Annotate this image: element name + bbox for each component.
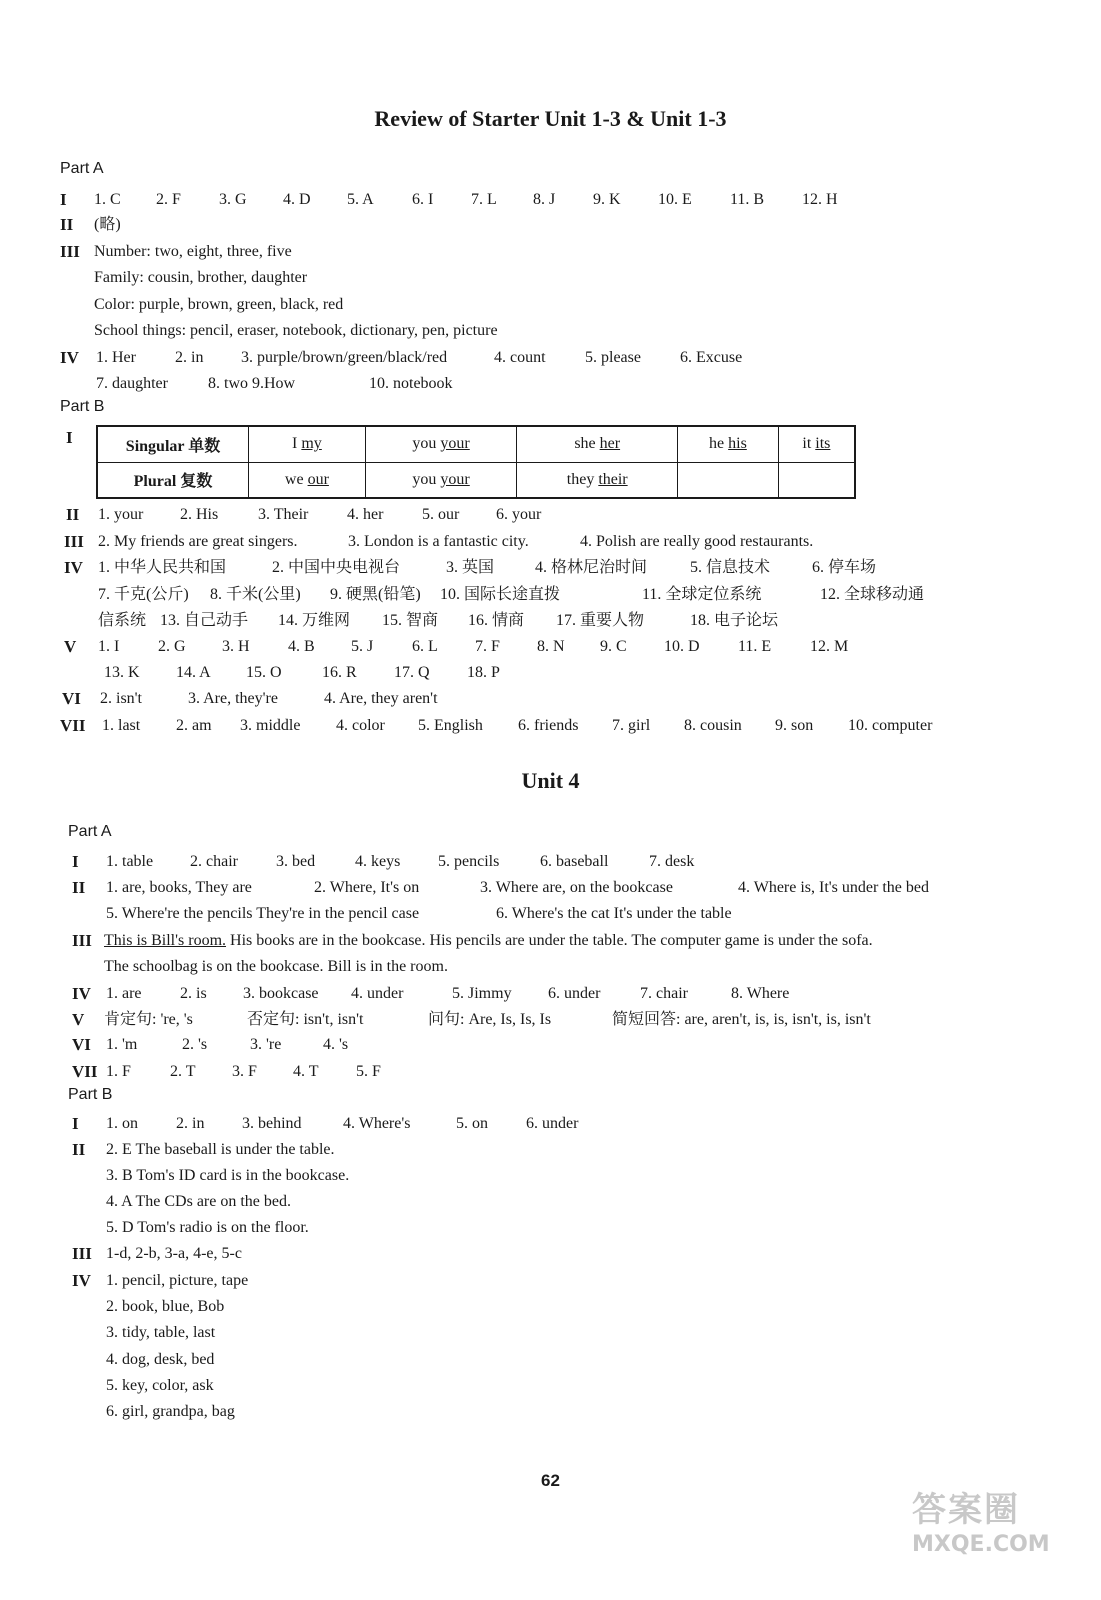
adjective: its [815,435,831,453]
answer-item: 1. F [106,1063,131,1080]
pronoun: I [292,435,298,453]
review-a2-numeral: II [60,215,74,234]
unit4-part-a-heading: Part A [68,823,112,840]
answer-line: 2. E The baseball is under the table. [106,1141,335,1158]
answer-item: 2. His [180,506,219,523]
answer-item: 3. G [219,191,247,208]
answer-item: 7. chair [640,985,688,1002]
answer-item: 13. K [104,664,140,681]
answer-item: 肯定句: 're, 's [104,1011,193,1028]
pronoun: they [566,470,595,488]
answer-item: 5. Jimmy [452,985,512,1002]
review-a1-numeral: I [60,190,67,209]
answer-item: 6. Where's the cat It's under the table [496,905,732,922]
answer-item: 2. is [180,985,207,1002]
answer-item: 2. G [158,638,186,655]
answer-item: 17. 重要人物 [556,612,645,629]
answer-item: 4. color [336,717,385,734]
table-cell [365,426,517,462]
pronoun: we [284,470,304,488]
pronoun: it [802,435,812,453]
answer-line: 3. tidy, table, last [106,1324,216,1341]
answer-item: 2. F [156,191,181,208]
review-a3-numeral: III [60,242,80,261]
unit4-a4-numeral: IV [72,984,91,1003]
review-b7-numeral: VII [60,716,86,735]
answer-item: 13. 自己动手 [160,612,249,629]
answer-item: 4. count [494,349,546,366]
review-b1-numeral: I [66,428,73,447]
answer-item: 10. 国际长途直拨 [440,586,561,603]
answer-item: 4. B [288,638,315,655]
adjective: his [728,435,747,453]
answer-item: 8. J [533,191,556,208]
answer-line: 6. girl, grandpa, bag [106,1403,235,1420]
answer-item: 7. daughter [96,375,168,392]
answer-item: 12. H [802,191,838,208]
answer-line: 1. pencil, picture, tape [106,1272,249,1289]
unit4-part-b-heading: Part B [68,1086,113,1103]
answer-item: 4. keys [355,853,401,870]
table-cell-empty [678,462,779,498]
answer-item: 4. under [351,985,404,1002]
answer-item: 5. English [418,717,483,734]
answer-item: 3. bookcase [243,985,319,1002]
answer-item: 1. 中华人民共和国 [98,559,227,576]
answer-item: 2. chair [190,853,238,870]
answer-item: 9. C [600,638,627,655]
answer-item: 16. 情商 [468,612,525,629]
answer-item: 5. A [347,191,374,208]
unit4-b1-numeral: I [72,1114,79,1133]
answer-item: 信系统 [98,612,147,629]
answer-item: 11. 全球定位系统 [642,586,762,603]
review-b3-numeral: III [64,532,84,551]
answer-item: 14. A [176,664,211,681]
answer-item: 1. on [106,1115,138,1132]
unit4-a2-numeral: II [72,878,86,897]
adjective: your [440,470,470,488]
answer-item: 4. 格林尼治时间 [535,559,648,576]
unit4-a1-numeral: I [72,852,79,871]
answer-item: 简短回答: are, aren't, is, is, isn't, is, isn't [612,1011,871,1028]
table-cell [778,426,855,462]
answer-item: 1. are, books, They are [106,879,252,896]
adjective: my [301,435,322,453]
answer-item: 4. Where's [343,1115,411,1132]
answer-item: 2. My friends are great singers. [98,533,298,550]
table-cell [365,462,517,498]
answer-item: 7. girl [612,717,651,734]
answer-item: 7. L [471,191,497,208]
answer-item: 8. N [537,638,565,655]
answer-item: 1. last [102,717,141,734]
answer-item: 4. Polish are really good restaurants. [580,533,814,550]
answer-item: 3. Their [258,506,309,523]
answer-item: 3. London is a fantastic city. [348,533,529,550]
answer-item: (略) [94,216,121,233]
plural-label: Plural 复数 [97,462,249,498]
answer-item: 3. Are, they're [188,690,278,707]
unit4-a3-numeral: III [72,931,92,950]
watermark [912,1488,1072,1570]
pronoun: he [709,435,725,453]
answer-item: 7. F [475,638,500,655]
underlined-phrase: This is Bill's room. [104,932,227,949]
answer-item: 5. 信息技术 [690,559,771,576]
answer-item: 16. R [322,664,357,681]
answer-item: 2. isn't [100,690,142,707]
answer-item: 6. 停车场 [812,559,877,576]
unit4-b2-numeral: II [72,1140,86,1159]
answer-item: 10. D [664,638,700,655]
answer-item: 4. 's [323,1036,349,1053]
answer-item: 4. Where is, It's under the bed [738,879,929,896]
answer-item: 2. 's [182,1036,208,1053]
answer-item: 18. P [467,664,500,681]
answer-item: 11. B [730,191,765,208]
answer-item: 10. computer [848,717,933,734]
answer-item: 6. baseball [540,853,609,870]
answer-item: 3. Where are, on the bookcase [480,879,673,896]
table-cell [678,426,779,462]
answer-line: 3. B Tom's ID card is in the bookcase. [106,1167,350,1184]
answer-line: 1-d, 2-b, 3-a, 4-e, 5-c [106,1245,242,1262]
answer-item: 7. desk [649,853,695,870]
adjective: her [599,435,621,453]
answer-item: 5. on [456,1115,488,1132]
answer-item: 3. behind [242,1115,302,1132]
pronoun: she [574,435,596,453]
answer-item: 问句: Are, Is, Is, Is [428,1011,552,1028]
answer-item: 12. M [810,638,849,655]
answer-item: 2. Where, It's on [314,879,420,896]
table-row [97,462,855,498]
answer-item: 5. please [585,349,641,366]
answer-line: Number: two, eight, three, five [94,243,292,260]
answer-item: 6. under [548,985,601,1002]
answer-item: 5. F [356,1063,381,1080]
answer-item: 2. am [176,717,212,734]
answer-item: 9. 硬黑(铅笔) [330,586,421,603]
paragraph-text: His books are in the bookcase. His pencils are under the table. The computer game is under the sofa. [226,932,873,949]
review-b4-numeral: IV [64,558,83,577]
answer-item: 6. Excuse [680,349,743,366]
answer-item: 5. our [422,506,460,523]
unit4-a7-numeral: VII [72,1062,98,1081]
answer-item: 1. your [98,506,144,523]
answer-item: 5. Where're the pencils They're in the pencil case [106,905,420,922]
answer-item: 8. cousin [684,717,742,734]
unit4-a6-numeral: VI [72,1035,91,1054]
page-number: 62 [541,1471,560,1490]
table-cell [517,462,678,498]
singular-label: Singular 单数 [97,426,249,462]
answer-item: 6. friends [518,717,579,734]
review-b2-numeral: II [66,505,80,524]
answer-line: Color: purple, brown, green, black, red [94,296,344,313]
answer-item: 1. 'm [106,1036,138,1053]
answer-item: 6. under [526,1115,579,1132]
review-b6-numeral: VI [62,689,81,708]
answer-item: 10. E [658,191,692,208]
answer-line: 4. A The CDs are on the bed. [106,1193,292,1210]
answer-line: School things: pencil, eraser, notebook, dictionary, pen, picture [94,322,498,339]
answer-paragraph: The schoolbag is on the bookcase. Bill is in the room. [104,958,448,975]
answer-item: 否定句: isn't, isn't [247,1011,364,1028]
pronoun: you [412,470,437,488]
answer-line: 5. key, color, ask [106,1377,214,1394]
answer-line: 2. book, blue, Bob [106,1298,225,1315]
answer-item: 17. Q [394,664,430,681]
answer-item: 1. C [94,191,121,208]
answer-item: 1. are [106,985,142,1002]
answer-line: 5. D Tom's radio is on the floor. [106,1219,309,1236]
answer-item: 9. son [775,717,814,734]
answer-item: 3. H [222,638,250,655]
answer-item: 14. 万维网 [278,612,351,629]
answer-item: 3. purple/brown/green/black/red [241,349,448,366]
table-row [97,426,855,462]
unit4-title: Unit 4 [521,768,580,793]
answer-item: 3. bed [276,853,316,870]
review-b5-numeral: V [64,637,77,656]
pronoun-table [96,425,856,499]
review-part-b-heading: Part B [60,398,105,415]
answer-item: 8. Where [731,985,790,1002]
answer-item: 3. 're [250,1036,282,1053]
table-cell-empty [778,462,855,498]
answer-item: 6. I [412,191,434,208]
watermark-url: MXQE.COM [912,1532,1050,1557]
answer-item: 3. F [232,1063,257,1080]
answer-item: 10. notebook [369,375,453,392]
answer-item: 2. 中国中央电视台 [272,559,401,576]
table-cell [517,426,678,462]
answer-item: 11. E [738,638,772,655]
watermark-logo: 答案圈 [912,1490,1020,1530]
answer-item: 6. L [412,638,438,655]
answer-item: 1. table [106,853,154,870]
answer-item: 4. Are, they aren't [324,690,438,707]
unit4-a5-numeral: V [72,1010,85,1029]
answer-line: Family: cousin, brother, daughter [94,269,308,286]
review-title: Review of Starter Unit 1-3 & Unit 1-3 [374,106,727,131]
answer-item: 15. O [246,664,282,681]
adjective: our [307,470,329,488]
answer-item: 2. in [176,1115,205,1132]
answer-item: 1. I [98,638,120,655]
adjective: your [440,435,470,453]
answer-item: 3. middle [240,717,301,734]
answer-item: 4. D [283,191,311,208]
answer-item: 9. K [593,191,621,208]
answer-line: 4. dog, desk, bed [106,1351,215,1368]
answer-item: 12. 全球移动通 [820,586,925,603]
answer-paragraph [104,930,873,952]
answer-item: 5. pencils [438,853,500,870]
answer-item: 3. 英国 [446,559,495,576]
review-a4-numeral: IV [60,348,79,367]
unit4-b4-numeral: IV [72,1271,91,1290]
table-cell [249,426,366,462]
review-part-a-heading: Part A [60,160,104,177]
answer-item: 18. 电子论坛 [690,612,779,629]
adjective: their [598,470,628,488]
answer-item: 2. in [175,349,204,366]
table-cell [249,462,366,498]
pronoun: you [412,435,437,453]
answer-item: 4. her [347,506,384,523]
answer-item: 2. T [170,1063,196,1080]
answer-item: 5. J [351,638,374,655]
answer-item: 7. 千克(公斤) [98,586,189,603]
unit4-b3-numeral: III [72,1244,92,1263]
answer-item: 15. 智商 [382,612,439,629]
answer-item: 8. two 9.How [208,375,296,392]
answer-item: 4. T [293,1063,319,1080]
answer-item: 6. your [496,506,542,523]
answer-item: 1. Her [96,349,136,366]
answer-item: 8. 千米(公里) [210,586,301,603]
